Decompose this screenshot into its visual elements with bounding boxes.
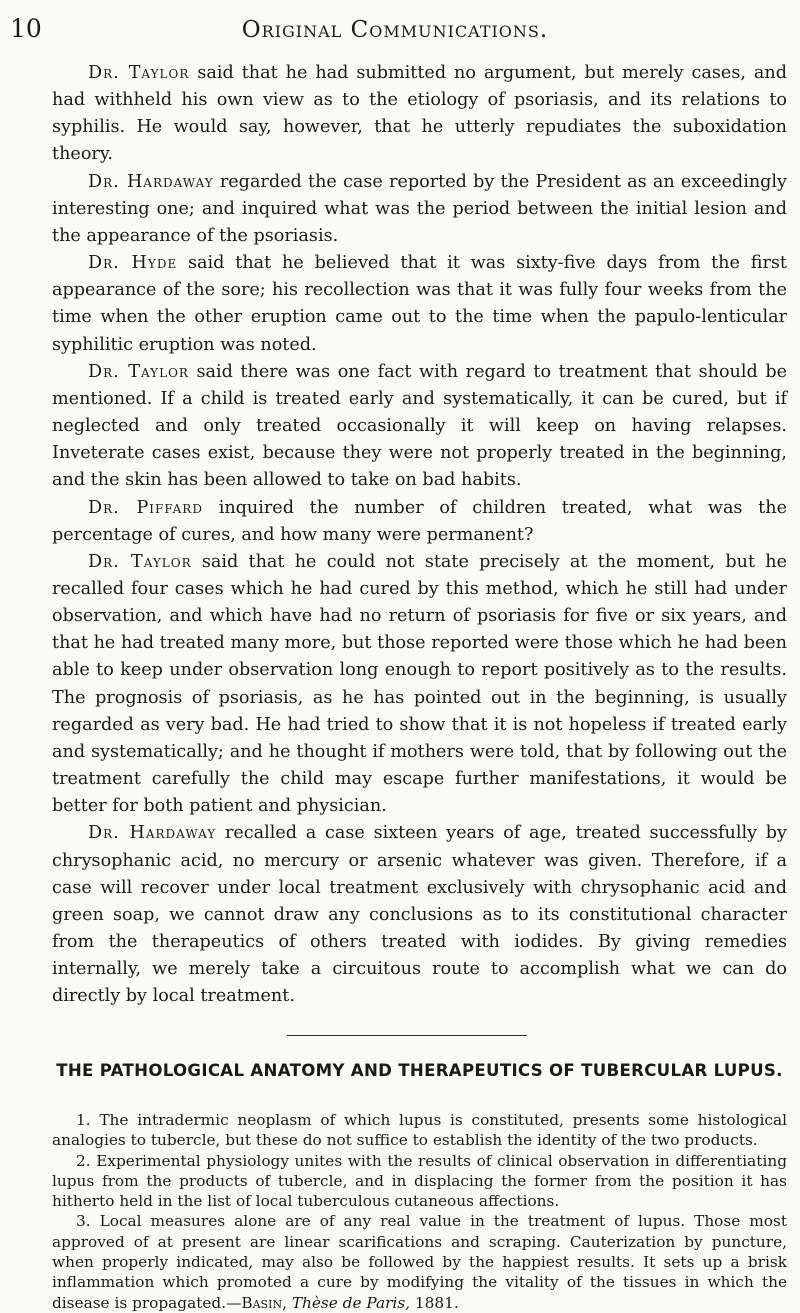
page-header bbox=[10, 14, 780, 43]
paragraph-text: inquired the number of children treated, what was the percentage of cures, and how many were permanent? bbox=[52, 497, 787, 545]
speaker-name: Dr. Hardaway bbox=[88, 171, 214, 192]
discussion-text bbox=[52, 60, 787, 1010]
article-body bbox=[52, 1110, 787, 1313]
page-number: 10 bbox=[10, 14, 42, 43]
paragraph-text: regarded the case reported by the President as an exceedingly interesting one; and inquired what was the period between the initial lesion and the appearance of the psoriasis. bbox=[52, 171, 787, 246]
discussion-paragraph bbox=[52, 60, 787, 169]
paragraph-text: said that he had submitted no argument, but merely cases, and had withheld his own view as to the etiology of psoriasis, and its relations to syphilis. He would say, however, that he utterly repudiates the suboxidation theory. bbox=[52, 63, 787, 165]
speaker-name: Dr. Taylor bbox=[88, 551, 192, 572]
speaker-name: Dr. Taylor bbox=[88, 361, 189, 382]
paragraph-text: said there was one fact with regard to treatment that should be mentioned. If a child is treated early and systematically, it can be cured, but if neglected and only treated occasionally it will keep on having relapses. Inveterate cases exist, because they were not properly treated in the beginning, and the skin has been allowed to take on bad habits. bbox=[52, 361, 787, 491]
paragraph-text: said that he believed that it was sixty-five days from the first appearance of the sore; his recollection was that it was fully four weeks from the time when the other eruption came out to the time when the papulo-lenticular syphilitic eruption was noted. bbox=[52, 253, 787, 355]
article-paragraph bbox=[52, 1211, 787, 1312]
article-title: THE PATHOLOGICAL ANATOMY AND THERAPEUTICS OF TUBERCULAR LUPUS. bbox=[56, 1061, 783, 1080]
speaker-name: Dr. Hyde bbox=[88, 253, 178, 274]
paragraph-text: said that he could not state precisely at the moment, but he recalled four cases which he had cured by this method, which he still had under observation, and which have had no return of psoriasis for five or six years, and that he had treated many more, but those reported were those which he had been able to keep under observation long enough to report positively as to the results. The prognosis of psoriasis, as he has pointed out in the beginning, is usually regarded as very bad. He had tried to show that it is not hopeless if treated early and systematically; and he thought if mothers were told, that by following out the treatment carefully the child may escape further manifestations, it would be better for both patient and physician. bbox=[52, 551, 787, 817]
discussion-paragraph bbox=[52, 549, 787, 821]
discussion-paragraph bbox=[52, 495, 787, 549]
speaker-name: Dr. Taylor bbox=[88, 63, 190, 83]
running-head: Original Communications. bbox=[241, 17, 549, 43]
article-paragraph: 2. Experimental physiology unites with the results of clinical observation in differentiating lupus from the products of tubercle, and in displacing the former from the position it has hitherto held in the list of local tuberculous cutaneous affections. bbox=[52, 1151, 787, 1211]
speaker-name: Dr. Hardaway bbox=[88, 823, 217, 844]
section-divider bbox=[287, 1035, 527, 1036]
discussion-paragraph bbox=[52, 169, 787, 250]
discussion-paragraph bbox=[52, 250, 787, 359]
source-year: 1881. bbox=[410, 1293, 459, 1312]
article-paragraph: 1. The intradermic neoplasm of which lupus is constituted, presents some histological analogies to tubercle, but these do not suffice to establish the identity of the two products. bbox=[52, 1111, 787, 1150]
paragraph-text: 3. Local measures alone are of any real value in the treatment of lupus. Those most approved of at present are linear scarifications and scraping. Cauterization by puncture, when properly indicated, may also be followed by the happiest results. It sets up a brisk inflammation which promoted a cure by modifying the vitality of the tissues in which the disease is propagated.— bbox=[52, 1212, 787, 1312]
discussion-paragraph bbox=[52, 820, 787, 1010]
source-title: Thèse de Paris, bbox=[291, 1293, 411, 1312]
speaker-name: Dr. Piffard bbox=[88, 497, 203, 518]
discussion-paragraph bbox=[52, 359, 787, 495]
paragraph-text: recalled a case sixteen years of age, treated successfully by chrysophanic acid, no mercury or arsenic whatever was given. Therefore, if a case will recover under local treatment exclusively with chrysophanic acid and green soap, we cannot draw any conclusions as to its constitutional character from the therapeutics of others treated with iodides. By giving remedies internally, we merely take a circuitous route to accomplish what we can do directly by local treatment. bbox=[52, 823, 787, 1007]
source-author: Basin, bbox=[241, 1293, 287, 1312]
